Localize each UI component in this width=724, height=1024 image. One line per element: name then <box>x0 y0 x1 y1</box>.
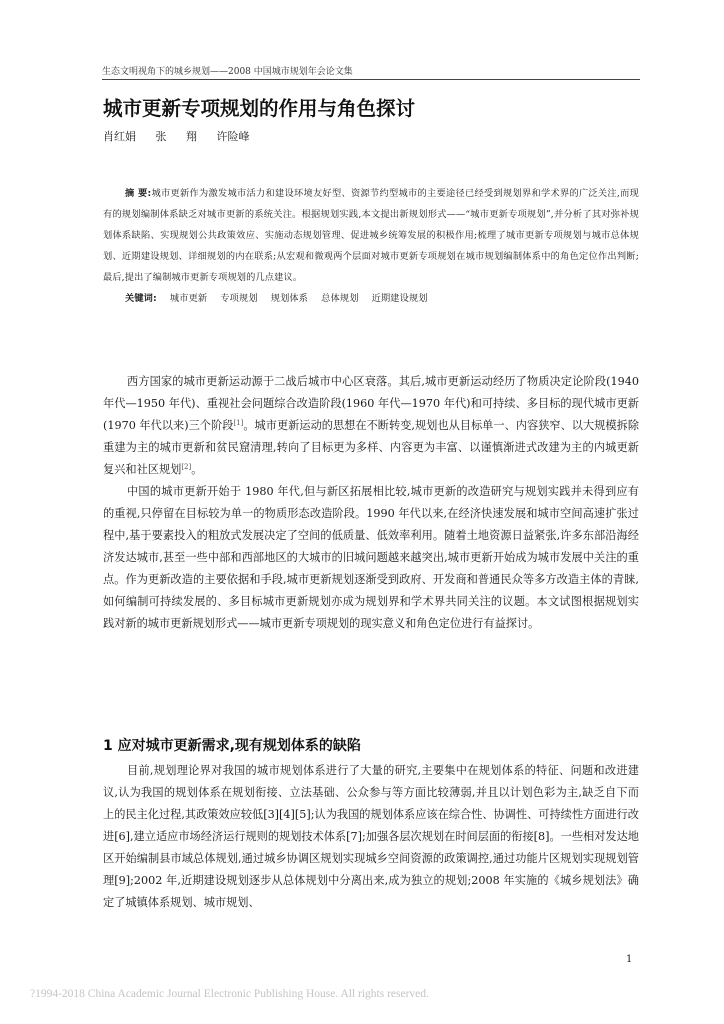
copyright-footer: ?1994-2018 China Academic Journal Electronic Publishing House. All rights reserved. <box>30 988 429 1000</box>
citation-1[interactable]: [1] <box>233 419 244 427</box>
page-number: 1 <box>626 954 633 965</box>
intro-text-b: 。城市更新运动的思想在不断转变,规划也从目标单一、内容狭窄、以大规模拆除重建为主的城市更新和贫民窟清理,转向了目标更为多样、内容更为丰富、以谨慎渐进式改建为主的内城更新复兴和社区规划 <box>103 419 640 476</box>
header-divider <box>102 79 640 80</box>
running-header: 生态文明视角下的城乡规划——2008 中国城市规划年会论文集 <box>102 67 353 77</box>
abstract-label: 摘 要: <box>125 188 152 199</box>
author-list: 肖红娟 张 翔 许险峰 <box>103 130 250 143</box>
introduction-body <box>103 371 639 635</box>
keywords-text: 城市更新 专项规划 规划体系 总体规划 近期建设规划 <box>169 293 428 304</box>
intro-paragraph-2: 中国的城市更新开始于 1980 年代,但与新区拓展相比较,城市更新的改造研究与规划实践并未得到应有的重视,只停留在目标较为单一的物质形态改造阶段。1990 年代以来,在经济快速发展和城市空间高速扩张过程中,基于要素投入的粗放式发展决定了空间的低质量、低效率利用。随着土地资源日益紧张,许多东部沿海经济发达城市,甚至一些中部和西部地区的大城市的旧城问题越来越突出,城市更新开始成为城市发展中关注的重点。作为更新改造的主要依据和手段,城市更新规划逐渐受到政府、开发商和普通民众等多方改造主体的青睐,如何编制可持续发展的、多目标城市更新规划亦成为规划界和学术界共同关注的议题。本文试图根据规划实践对新的城市更新规划形式——城市更新专项规划的现实意义和角色定位进行有益探讨。 <box>103 485 639 630</box>
section-1-body <box>103 760 639 914</box>
intro-text-a: 西方国家的城市更新运动源于二战后城市中心区衰落。其后,城市更新运动经历了物质决定论阶段(1940 年代—1950 年代)、重视社会问题综合改造阶段(1960 年代—1970 年代)和可持续、多目标的现代城市更新(1970 年代以来)三个阶段 <box>103 375 639 432</box>
keywords-label: 关键词: <box>125 293 157 304</box>
abstract-text: 城市更新作为激发城市活力和建设环境友好型、资源节约型城市的主要途径已经受到规划界和学术界的广泛关注,而现有的规划编制体系缺乏对城市更新的系统关注。根据规划实践,本文提出新规划形式——“城市更新专项规划”,并分析了其对弥补规划体系缺陷、实现规划公共政策效应、实施动态规划管理、促进城乡统筹发展的积极作用;梳理了城市更新专项规划与城市总体规划、近期建设规划、详细规划的内在联系;从宏观和微观两个层面对城市更新专项规划在城市规划编制体系中的角色定位作出判断;最后,提出了编制城市更新专项规划的几点建议。 <box>103 188 640 283</box>
intro-paragraph-1 <box>103 371 639 481</box>
keywords-line <box>103 288 639 309</box>
section-heading-1: 1 应对城市更新需求,现有规划体系的缺陷 <box>103 738 361 754</box>
intro-text-c: 。 <box>191 463 203 476</box>
citation-2[interactable]: [2] <box>181 463 192 471</box>
abstract-section <box>103 183 639 309</box>
section-1-paragraph-1: 目前,规划理论界对我国的城市规划体系进行了大量的研究,主要集中在规划体系的特征、问题和改进建议,认为我国的规划体系在规划衔接、立法基础、公众参与等方面比较薄弱,并且以计划色彩为主,缺乏自下而上的民主化过程,其政策效应较低[3][4][5];认为我国的规划体系应该在综合性、协调性、可持续性方面进行改进[6],建立适应市场经济运行规则的规划技术体系[7];加强各层次规划在时间层面的衔接[8]。一些相对发达地区开始编制县市域总体规划,通过城乡协调区规划实现城乡空间资源的政策调控,通过功能片区规划实现规划管理[9];2002 年,近期建设规划逐步从总体规划中分离出来,成为独立的规划;2008 年实施的《城乡规划法》确定了城镇体系规划、城市规划、 <box>103 764 639 909</box>
abstract-paragraph <box>103 183 639 288</box>
paper-title: 城市更新专项规划的作用与角色探讨 <box>103 97 416 120</box>
